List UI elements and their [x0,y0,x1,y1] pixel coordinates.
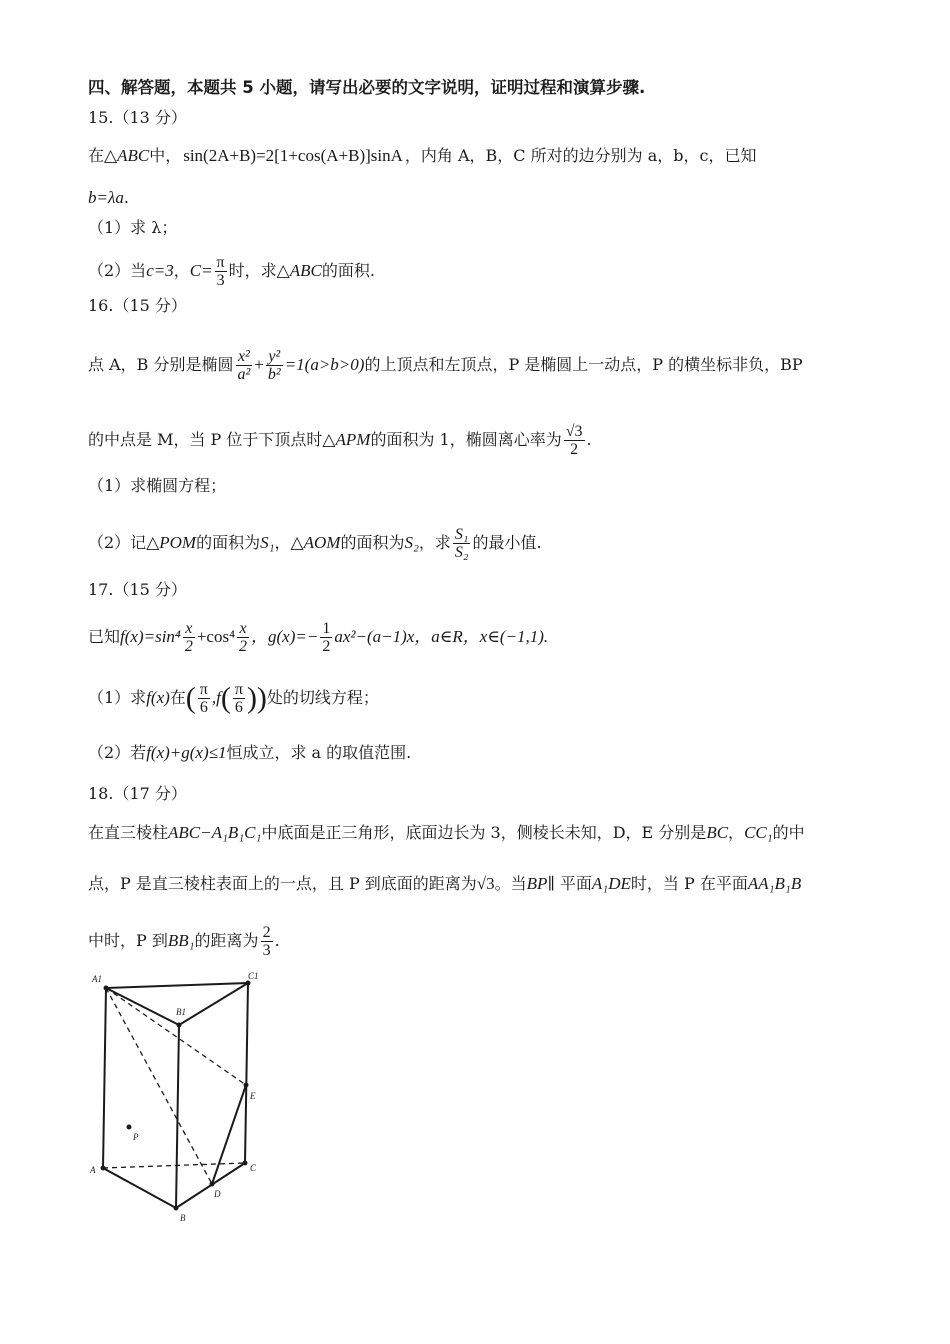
text: 在直三棱柱 [88,823,169,842]
text: 的面积为 1，椭圆离心率为 [370,430,562,449]
fraction-2-3: $\frac{2}{3}$ [262,924,271,959]
text: 恒成立，求 a 的取值范围. [226,743,412,762]
fraction-sqrt3-2: $\frac{√3}{2}$ [565,423,583,458]
q18-heading: 18.（17 分） [88,784,187,803]
label-p: P [133,1132,139,1142]
text: 在 [169,688,186,707]
text: （1）求 [88,688,147,707]
q18-stem-line3 [88,924,280,959]
point-a [101,1166,106,1171]
q16-part1: （1）求椭圆方程； [88,476,227,495]
q15-part1: （1）求 λ； [88,218,178,237]
q16-stem-line2 [88,423,592,458]
equation-C: C= [189,261,213,280]
point-c1 [246,981,251,986]
text: 时，当 P 在平面 [630,874,748,893]
edge-c1c [245,983,248,1163]
paren-open: ( [185,681,196,715]
prism-figure [88,965,278,1230]
label-c1: C1 [248,971,259,981]
function-g-rest: ax²−(a−1)x，a∈R，x∈(−1,1). [334,627,549,646]
text: ，内角 A，B，C 所对的边分别为 a，b，c，已知 [404,146,757,165]
point-c [243,1161,248,1166]
triangle-apm: △APM [322,430,371,449]
point-p [127,1125,132,1130]
q18-stem-line1 [88,823,805,843]
text: 处的切线方程； [266,688,379,707]
text: （2）当 [88,261,147,280]
text: 在 [88,146,105,165]
section-heading: 四、解答题，本题共 5 小题，请写出必要的文字说明，证明过程和演算步骤. [88,78,646,97]
plane-aa1b1b: AA₁B₁B [747,874,802,893]
text: ，求 [418,533,451,552]
fraction-pi-6: $\frac{\pi}{6}$ [234,681,243,716]
paren-open: ( [220,681,231,715]
fraction-x-2: $\frac{x}{2}$ [184,620,193,655]
text: 中时，P 到 [88,931,168,950]
edge-a1a [103,988,106,1168]
label-b1: B1 [176,1007,186,1017]
paren-close: )) [246,681,267,715]
equation-b-lambda-a: b=λa [88,188,124,207]
triangle-abc: △ABC [104,146,150,165]
text: 的距离为 [194,931,259,950]
inequality: f(x)+g(x)≤1 [146,743,227,762]
fraction-x-2: $\frac{x}{2}$ [239,620,248,655]
edge-ab [103,1168,176,1208]
fraction-pi-6: $\frac{\pi}{6}$ [199,681,208,716]
point-a1 [104,986,109,991]
q17-part2 [88,743,411,763]
text: 点 A，B 分别是椭圆 [88,355,234,374]
fraction-s1-s2: $\frac{\text{S₁}}{\text{S₂}}$ [454,526,469,561]
text: 。当 [494,874,527,893]
fraction-x2-a2: $\frac{\text{x²}}{\text{a²}}$ [237,348,251,383]
q17-stem [88,620,548,655]
segment-a1d-hidden [106,988,212,1184]
edge-a1c1 [106,983,248,988]
text: 的中 [772,823,805,842]
ellipse-condition: =1(a>b>0) [284,355,365,374]
sqrt3: √3 [476,874,495,893]
q17-heading: 17.（15 分） [88,580,187,599]
text: 中， [149,146,182,165]
function-g: ，g(x)=− [251,627,319,646]
plus-cos: +cos⁴ [196,627,236,646]
label-c: C [250,1163,257,1173]
q15-part2 [88,254,375,289]
segment-a1e-hidden [106,988,246,1085]
text: 点，P 是直三棱柱表面上的一点，且 P 到底面的距离为 [88,874,477,893]
text: ， [728,823,745,842]
point-d [210,1182,215,1187]
text: 时，求 [228,261,277,280]
q16-heading: 16.（15 分） [88,296,187,315]
q18-stem-line2 [88,874,801,894]
triangle-abc: △ABC [276,261,322,280]
triangle-aom: △AOM [290,533,341,552]
q16-stem-line1 [88,348,803,383]
segment-bb1: BB₁ [167,931,195,950]
label-d: D [214,1189,221,1199]
q15-heading: 15.（13 分） [88,108,187,127]
q17-part1 [88,681,379,716]
point-e [244,1083,249,1088]
text: ， [173,261,190,280]
text: 的面积. [321,261,375,280]
text: （2）若 [88,743,147,762]
function-f: f(x) [146,688,170,707]
text: （2）记 [88,533,147,552]
comma-f: ,f [211,688,221,707]
equation-c: c=3 [146,261,174,280]
q15-stem-line1 [88,146,756,166]
equation-sin: sin(2A+B)=2[1+cos(A+B)]sinA [183,146,403,165]
q16-part2 [88,526,542,561]
plus: + [254,355,264,374]
q15-stem-line2 [88,188,129,208]
prism-name: ABC−A₁B₁C₁ [168,823,262,842]
fraction-y2-b2: $\frac{\text{y²}}{\text{b²}}$ [267,348,281,383]
segment-bc: BC [706,823,729,842]
symbol-s2: S₂ [404,533,419,552]
segment-bp: BP [526,874,548,893]
edge-b1c1 [179,983,248,1025]
text: ∥ 平面 [547,874,592,893]
label-a: A [90,1165,96,1175]
segment-cc1: CC₁ [744,823,773,842]
fraction-1-2: $\frac{1}{2}$ [322,620,331,655]
label-b: B [180,1213,186,1223]
label-e: E [250,1091,256,1101]
text: . [123,188,129,207]
plane-a1de: A₁DE [591,874,631,893]
edge-ac-hidden [103,1163,245,1168]
text: 中底面是正三角形，底面边长为 3，侧棱长未知，D，E 分别是 [261,823,707,842]
text: . [586,430,592,449]
symbol-s1: S₁ [260,533,275,552]
segment-de [212,1085,246,1184]
text: 已知 [88,627,121,646]
edge-b1b [176,1025,179,1208]
fraction-pi-3: $\frac{\pi}{3}$ [216,254,225,289]
point-b [174,1206,179,1211]
function-f: f(x)=sin⁴ [120,627,181,646]
text: 的面积为 [196,533,261,552]
text: 的中点是 M，当 P 位于下顶点时 [88,430,323,449]
label-a1: A1 [92,974,102,984]
text: 的面积为 [340,533,405,552]
edge-a1b1 [106,988,179,1025]
text: 的最小值. [472,533,542,552]
text: 的上顶点和左顶点，P 是椭圆上一动点，P 的横坐标非负，BP [364,355,803,374]
triangle-pom: △POM [146,533,197,552]
point-b1 [177,1023,182,1028]
text: ， [274,533,291,552]
text: . [274,931,280,950]
